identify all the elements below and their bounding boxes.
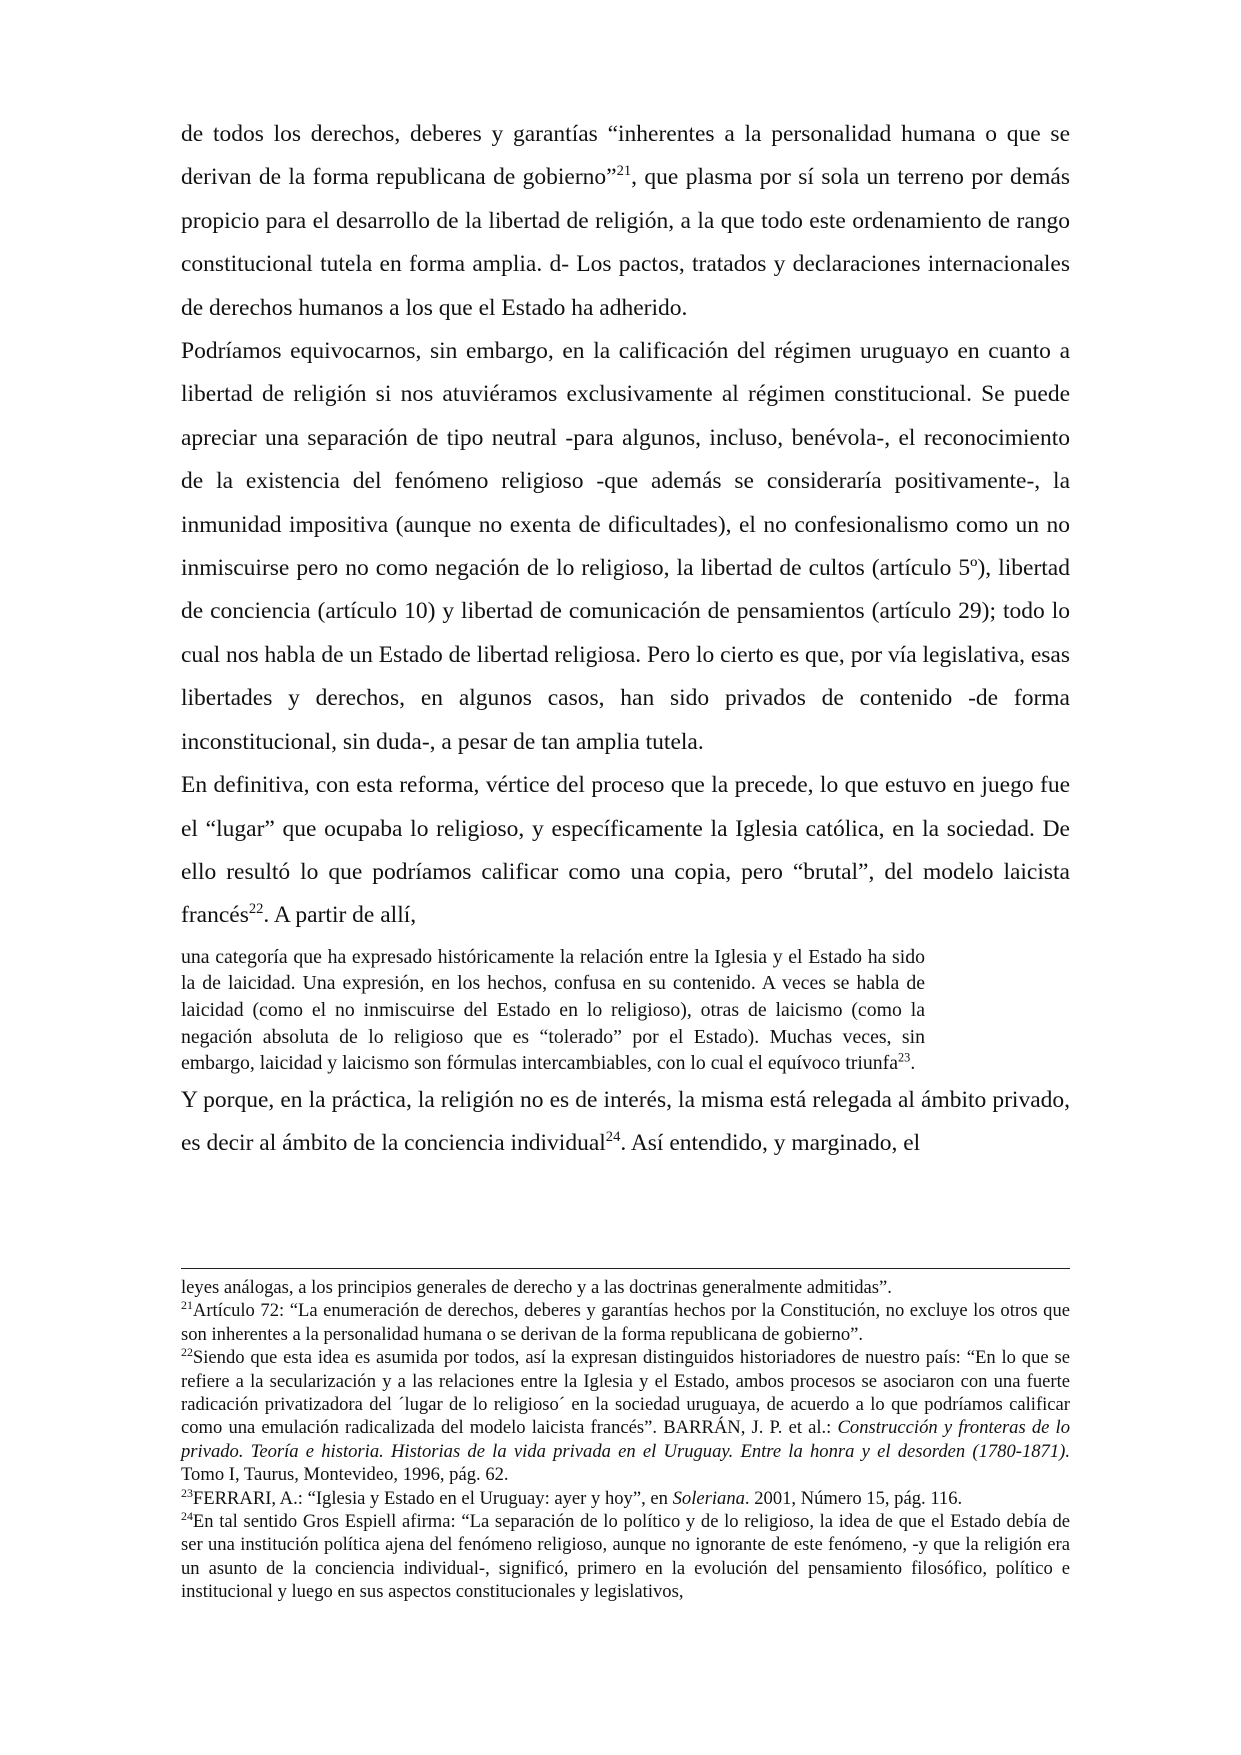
footnote-ref-23: 23 bbox=[898, 1050, 911, 1065]
footnote-22-tail: Tomo I, Taurus, Montevideo, 1996, pág. 62. bbox=[181, 1464, 509, 1486]
footnote-22 bbox=[181, 1346, 1070, 1486]
footnote-ref-21: 21 bbox=[616, 163, 632, 180]
footnote-22-number: 22 bbox=[181, 1345, 193, 1360]
footnote-divider bbox=[181, 1268, 1070, 1269]
footnote-21-number: 21 bbox=[181, 1298, 193, 1313]
block-quote bbox=[181, 938, 925, 1079]
paragraph-3 bbox=[181, 764, 1070, 938]
footnote-23-title: Soleriana bbox=[672, 1487, 745, 1509]
footnotes bbox=[181, 1276, 1070, 1604]
footnote-22-text: Siendo que esta idea es asumida por todos, así la expresan distinguidos historiadores de nuestro país: “En lo que se refiere a la secularización y a las relaciones entre la Iglesia y el Estado, ambos procesos se asociaron con una fuerte radicación privatizadora del ´lugar de lo religioso´ en la sociedad uruguaya, de acuerdo a lo que podríamos calificar como una emulación radicalizada del modelo laicista francés”. BARRÁN, J. P. et al.: bbox=[181, 1347, 1070, 1439]
paragraph-1-tail: , que plasma por sí sola un terreno por demás propicio para el desarrollo de la libertad de religión, a la que todo este ordenamiento de rango constitucional tutela en forma amplia. d- Los pactos, tratados y declaraciones internacionales de derechos humanos a los que el Estado ha adherido. bbox=[181, 164, 1070, 321]
block-quote-tail: . bbox=[910, 1052, 916, 1075]
block-quote-text: una categoría que ha expresado históricamente la relación entre la Iglesia y el Estado ha sido la de laicidad. Una expresión, en los hechos, confusa en su contenido. A veces se habla de laicidad (como el no inmiscuirse del Estado en lo religioso), otras de laicismo (como la negación absoluta de lo religioso que es “tolerado” por el Estado). Muchas veces, sin embargo, laicidad y laicismo son fórmulas intercambiables, con lo cual el equívoco triunfa bbox=[181, 945, 925, 1075]
paragraph-1-text: de todos los derechos, deberes y garantías “inherentes a la personalidad humana o que se derivan de la forma republicana de gobierno” bbox=[181, 121, 1070, 191]
footnote-23-number: 23 bbox=[181, 1485, 193, 1500]
paragraph-2: Podríamos equivocarnos, sin embargo, en la calificación del régimen uruguayo en cuanto a libertad de religión si nos atuviéramos exclusivamente al régimen constitucional. Se puede apreciar una separación de tipo neutral -para algunos, incluso, benévola-, el reconocimiento de la existencia del fenómeno religioso -que además se consideraría positivamente-, la inmunidad impositiva (aunque no exenta de dificultades), el no confesionalismo como un no inmiscuirse pero no como negación de lo religioso, la libertad de cultos (artículo 5º), libertad de conciencia (artículo 10) y libertad de comunicación de pensamientos (artículo 29); todo lo cual nos habla de un Estado de libertad religiosa. Pero lo cierto es que, por vía legislativa, esas libertades y derechos, en algunos casos, han sido privados de contenido -de forma inconstitucional, sin duda-, a pesar de tan amplia tutela. bbox=[181, 338, 1070, 755]
footnote-22-title: Construcción y fronteras de lo privado. Teoría e historia. Historias de la vida privada en el Uruguay. Entre la honra y el desorden (1780-1871). bbox=[181, 1417, 1070, 1462]
footnote-23 bbox=[181, 1487, 1070, 1510]
footnote-ref-24: 24 bbox=[605, 1129, 621, 1146]
body-text bbox=[181, 113, 1070, 1166]
paragraph-3-tail: . A partir de allí, bbox=[263, 902, 417, 929]
footnote-21-text: Artículo 72: “La enumeración de derechos, deberes y garantías hechos por la Constitución, no excluye los otros que son inherentes a la personalidad humana o se derivan de la forma republicana de gobierno”. bbox=[181, 1300, 1070, 1345]
footnote-carryover: leyes análogas, a los principios generales de derecho y a las doctrinas generalmente admitidas”. bbox=[181, 1277, 892, 1298]
paragraph-4 bbox=[181, 1079, 1070, 1166]
paragraph-3-text: En definitiva, con esta reforma, vértice del proceso que la precede, lo que estuvo en juego fue el “lugar” que ocupaba lo religioso, y específicamente la Iglesia católica, en la sociedad. De ello resultó lo que podríamos calificar como una copia, pero “brutal”, del modelo laicista francés bbox=[181, 772, 1070, 929]
footnote-24 bbox=[181, 1510, 1070, 1604]
footnote-ref-22: 22 bbox=[248, 901, 264, 918]
footnote-24-text: En tal sentido Gros Espiell afirma: “La separación de lo político y de lo religioso, la idea de que el Estado debía de ser una institución política ajena del fenómeno religioso, aunque no ignorante de este fenómeno, -y que la religión era un asunto de la conciencia individual-, significó, primero en la evolución del pensamiento filosófico, político e institucional y luego en sus aspectos constitucionales y legislativos, bbox=[181, 1511, 1070, 1603]
paragraph-1 bbox=[181, 113, 1070, 330]
footnote-23-tail: . 2001, Número 15, pág. 116. bbox=[744, 1487, 963, 1509]
paragraph-4-text: Y porque, en la práctica, la religión no es de interés, la misma está relegada al ámbito privado, es decir al ámbito de la conciencia individual bbox=[181, 1086, 1070, 1157]
footnote-24-number: 24 bbox=[181, 1508, 193, 1523]
paragraph-4-tail: . Así entendido, y marginado, el bbox=[620, 1130, 921, 1157]
footnote-21 bbox=[181, 1299, 1070, 1346]
footnote-23-text: FERRARI, A.: “Iglesia y Estado en el Uruguay: ayer y hoy”, en bbox=[192, 1487, 673, 1509]
